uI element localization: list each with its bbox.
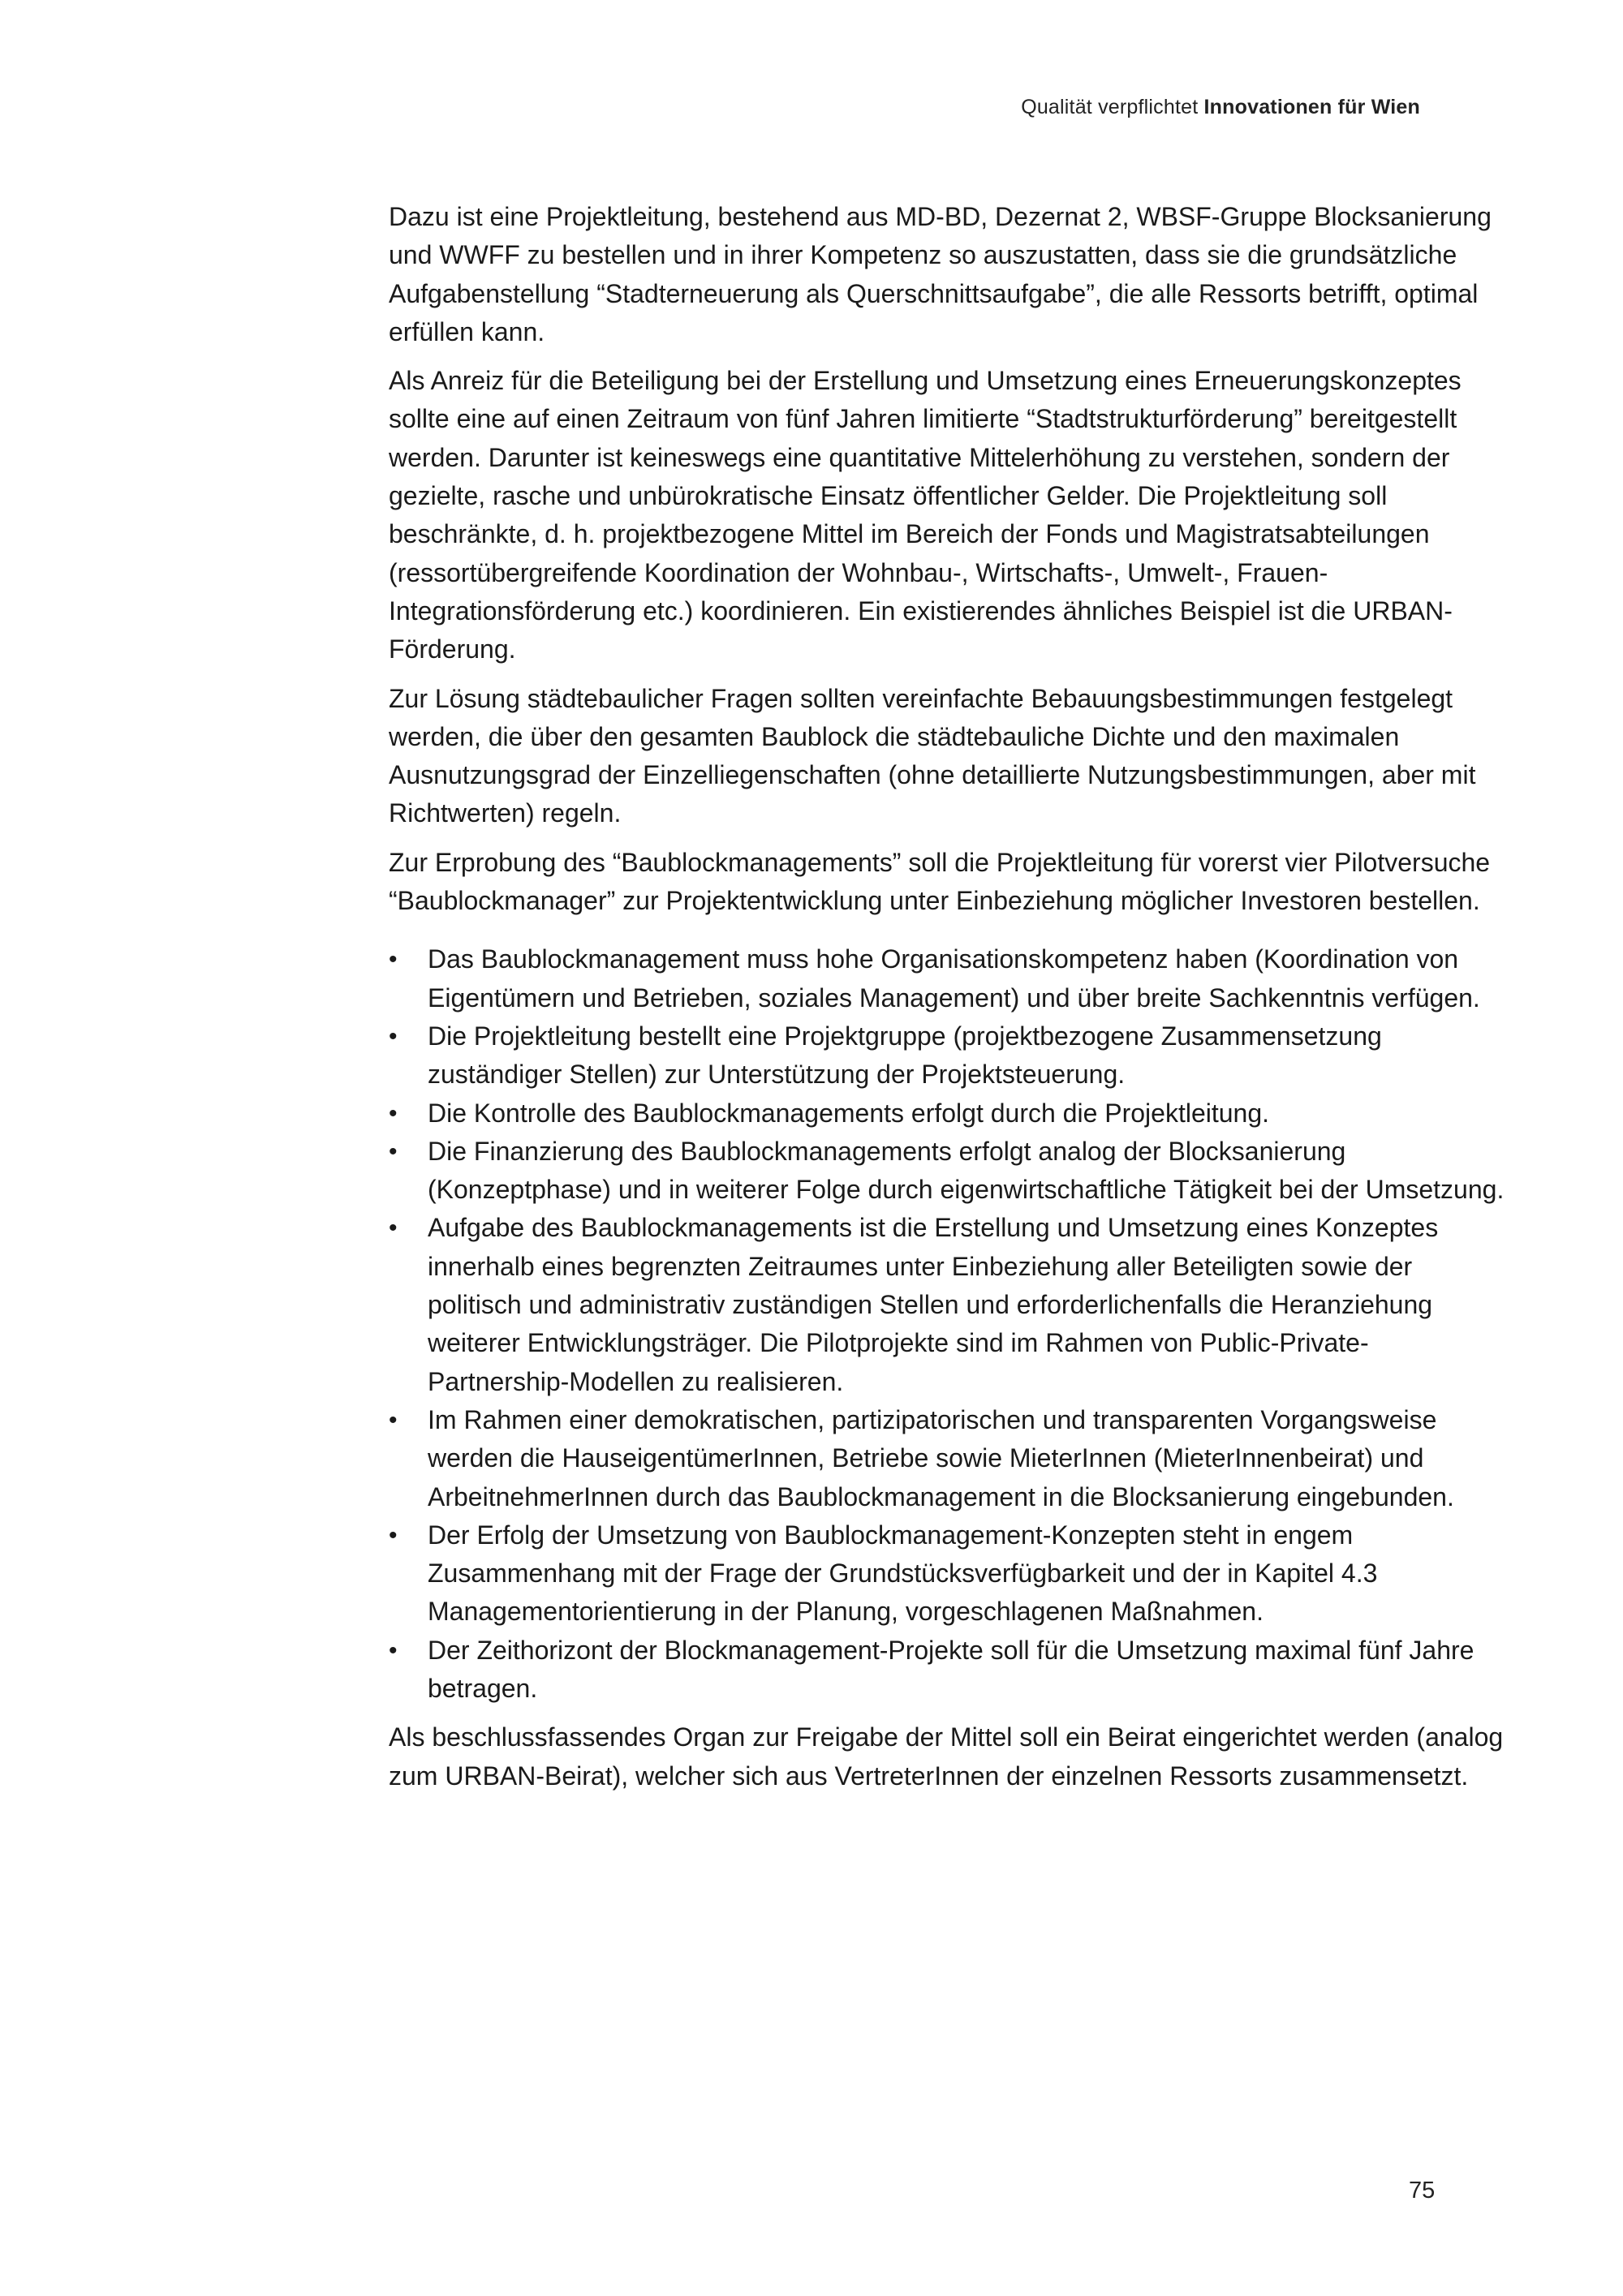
page-number: 75 — [1409, 2178, 1436, 2204]
list-item: • Der Zeithorizont der Blockmanagement-Projekte soll für die Umsetzung maximal fünf Jahre betragen. — [389, 1632, 1509, 1709]
running-header — [1021, 96, 1420, 119]
list-item: • Die Kontrolle des Baublockmanagements erfolgt durch die Projektleitung. — [389, 1094, 1509, 1133]
paragraph-erprobung: Zur Erprobung des “Baublockmanagements” soll die Projektleitung für vorerst vier Pilotversuche “Baublockmanager” zur Projektentwicklung unter Einbeziehung möglicher Investoren bestellen. — [389, 847, 1491, 916]
list-item: • Die Projektleitung bestellt eine Projektgruppe (projektbezogene Zusammensetzung zuständiger Stellen) zur Unterstützung der Projektsteuerung. — [389, 1017, 1509, 1094]
paragraph-beirat: Als beschlussfassendes Organ zur Freigabe der Mittel soll ein Beirat eingerichtet werden (analog zum URBAN-Beirat), welcher sich aus VertreterInnen der einzelnen Ressorts zusammensetzt. — [389, 1722, 1504, 1791]
list-item: • Die Finanzierung des Baublockmanagements erfolgt analog der Blocksanierung (Konzeptphase) und in weiterer Folge durch eigenwirtschaftliche Tätigkeit bei der Umsetzung. — [389, 1133, 1509, 1210]
list-item: • Das Baublockmanagement muss hohe Organisationskompetenz haben (Koordination von Eigentümern und Betrieben, soziales Management) und über breite Sachkenntnis verfügen. — [389, 940, 1509, 1017]
list-item: • Aufgabe des Baublockmanagements ist die Erstellung und Umsetzung eines Konzeptes innerhalb eines begrenzten Zeitraumes unter Einbeziehung aller Beteiligten sowie der politisch und administrativ zuständigen Stellen und erforderlichenfalls die Heranziehung weiterer Entwicklungsträger. Die Pilotprojekte sind im Rahmen von Public-Private-Partnership-Modellen zu realisieren. — [389, 1209, 1509, 1400]
list-item: • Der Erfolg der Umsetzung von Baublockmanagement-Konzepten steht in engem Zusammenhang mit der Frage der Grundstücksverfügbarkeit und der in Kapitel 4.3 Managementorientierung in der Planung, vorgeschlagenen Maßnahmen. — [389, 1516, 1509, 1632]
bullet-list — [389, 940, 1509, 1708]
paragraph-anreiz: Als Anreiz für die Beteiligung bei der Erstellung und Umsetzung eines Erneuerungskonzeptes sollte eine auf einen Zeitraum von fünf Jahren limitierte “Stadtstrukturförderung” bereitgestellt werden. Darunter ist keineswegs eine quantitative Mittelerhöhung zu verstehen, sondern der gezielte, rasche und unbürokratische Einsatz öffentlicher Gelder. Die Projektleitung soll beschränkte, d. h. projektbezogene Mittel im Bereich der Fonds und Magistratsabteilungen (ressortübergreifende Koordination der Wohnbau-, Wirtschafts-, Umwelt-, Frauen-Integrationsförderung etc.) koordinieren. Ein existierendes ähnliches Beispiel ist die URBAN-Förderung. — [389, 366, 1462, 664]
paragraph-staedtebau: Zur Lösung städtebaulicher Fragen sollten vereinfachte Bebauungsbestimmungen festgelegt werden, die über den gesamten Baublock die städtebauliche Dichte und den maximalen Ausnutzungsgrad der Einzelliegenschaften (ohne detaillierte Nutzungsbestimmungen, aber mit Richtwerten) regeln. — [389, 683, 1476, 828]
list-item: • Im Rahmen einer demokratischen, partizipatorischen und transparenten Vorgangsweise werden die HauseigentümerInnen, Betriebe sowie MieterInnen (MieterInnenbeirat) und ArbeitnehmerInnen durch das Baublockmanagement in die Blocksanierung eingebunden. — [389, 1401, 1509, 1516]
page-body — [389, 198, 1509, 1806]
header-regular-text: Qualität verpflichtet — [1021, 96, 1204, 118]
paragraph-projektleitung: Dazu ist eine Projektleitung, bestehend aus MD-BD, Dezernat 2, WBSF-Gruppe Blocksanierung und WWFF zu bestellen und in ihrer Kompetenz so auszustatten, dass sie die grundsätzliche Aufgabenstellung “Stadterneuerung als Querschnittsaufgabe”, die alle Ressorts betrifft, optimal erfüllen kann. — [389, 202, 1492, 346]
header-bold-text: Innovationen für Wien — [1203, 96, 1420, 118]
